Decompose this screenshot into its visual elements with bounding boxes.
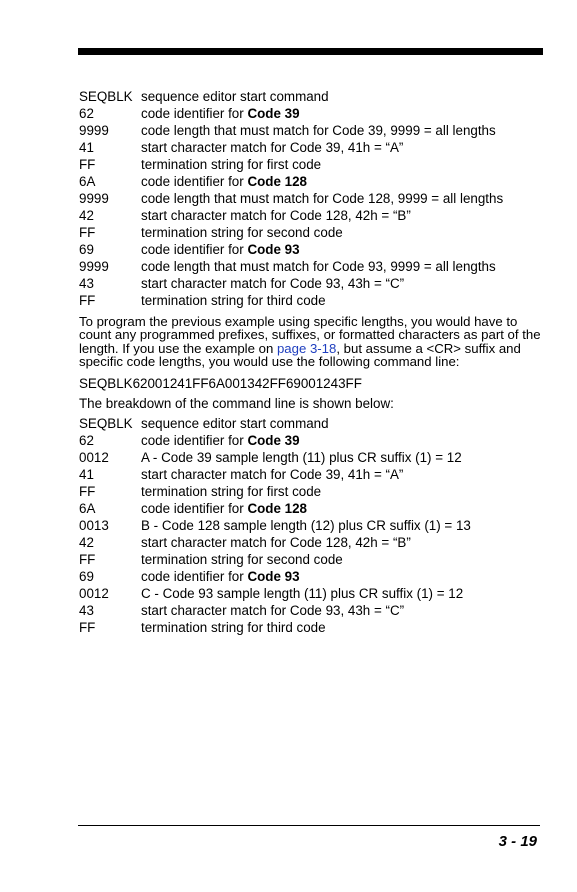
table-row [79, 88, 541, 105]
row-description [141, 517, 471, 534]
row-code: 6A [79, 500, 96, 516]
table-row [79, 224, 541, 241]
row-code: 42 [79, 534, 94, 550]
table-row [79, 173, 541, 190]
sequence-table-1 [79, 88, 541, 309]
row-description [141, 224, 343, 241]
row-description [141, 602, 404, 619]
row-code: 41 [79, 466, 94, 482]
table-row [79, 190, 541, 207]
row-description-text: code identifier for [141, 174, 248, 189]
page-reference-link[interactable]: page 3-18 [276, 340, 337, 356]
row-code: 0013 [79, 517, 109, 533]
row-code: FF [79, 225, 96, 240]
row-description-text: code identifier for [141, 500, 248, 516]
row-code: FF [79, 551, 96, 567]
sequence-table-2 [79, 415, 541, 636]
row-description-text: A - Code 39 sample length (11) plus CR suffix (1) = 12 [141, 449, 462, 465]
row-code: 6A [79, 174, 96, 189]
row-symbology-name: Code 93 [247, 568, 300, 584]
table-row [79, 292, 541, 309]
table-row [79, 241, 541, 258]
row-description [141, 551, 343, 568]
row-description-text: code length that must match for Code 39, 9999 = all lengths [141, 123, 496, 138]
row-description [141, 275, 404, 292]
row-description-text: B - Code 128 sample length (12) plus CR suffix (1) = 13 [141, 517, 471, 533]
table-row [79, 432, 541, 449]
row-description [141, 534, 411, 551]
row-description-text: start character match for Code 39, 41h = “A” [141, 140, 404, 155]
row-description [141, 122, 496, 139]
table-row [79, 551, 541, 568]
table-row [79, 275, 541, 292]
row-description-text: code length that must match for Code 128, 9999 = all lengths [141, 191, 504, 206]
row-code: 0012 [79, 449, 109, 465]
table-row [79, 483, 541, 500]
row-description-text: code length that must match for Code 93, 9999 = all lengths [141, 259, 496, 274]
row-description-text: start character match for Code 93, 43h = “C” [141, 602, 405, 618]
footer-rule [78, 825, 540, 826]
row-description-text: start character match for Code 39, 41h = “A” [141, 466, 404, 482]
row-description [141, 568, 300, 585]
row-code: 9999 [79, 123, 109, 138]
row-code: FF [79, 483, 96, 499]
row-code: 0012 [79, 585, 109, 601]
row-description [141, 241, 300, 258]
row-description [141, 105, 300, 122]
row-symbology-name: Code 39 [247, 106, 300, 121]
row-symbology-name: Code 128 [247, 500, 307, 516]
row-description [141, 500, 307, 517]
row-description-text: sequence editor start command [141, 89, 329, 104]
row-description [141, 415, 329, 432]
row-code: 69 [79, 242, 94, 257]
row-description [141, 292, 326, 309]
row-code: 43 [79, 276, 94, 291]
page-content [79, 88, 541, 636]
table-row [79, 568, 541, 585]
row-description [141, 156, 321, 173]
row-description-text: sequence editor start command [141, 415, 329, 431]
row-code: FF [79, 293, 96, 308]
paragraph-text-before-link: To program the previous example using specific lengths, you would have to count any programmed prefixes, suffixes, or formatted characters as part of the length. If you use the example on [79, 314, 541, 356]
row-description [141, 483, 321, 500]
row-code: FF [79, 619, 96, 635]
row-code: 9999 [79, 259, 109, 274]
instruction-paragraph [79, 315, 541, 369]
row-description [141, 619, 326, 636]
table-row [79, 415, 541, 432]
row-description-text: C - Code 93 sample length (11) plus CR suffix (1) = 12 [141, 585, 464, 601]
table-row [79, 602, 541, 619]
row-code: SEQBLK [79, 89, 133, 104]
row-description-text: code identifier for [141, 106, 248, 121]
table-row [79, 122, 541, 139]
table-row [79, 534, 541, 551]
row-description-text: termination string for third code [141, 619, 326, 635]
row-description-text: termination string for first code [141, 483, 322, 499]
row-code: 62 [79, 432, 94, 448]
table-row [79, 585, 541, 602]
table-row [79, 619, 541, 636]
table-row [79, 207, 541, 224]
command-line-example: SEQBLK62001241FF6A001342FF69001243FF [79, 375, 362, 391]
row-description-text: code identifier for [141, 242, 248, 257]
table-row [79, 258, 541, 275]
row-description [141, 173, 307, 190]
row-description [141, 139, 403, 156]
header-rule [78, 48, 543, 55]
row-code: 69 [79, 568, 94, 584]
row-code: FF [79, 157, 96, 172]
row-description-text: code identifier for [141, 432, 248, 448]
breakdown-intro: The breakdown of the command line is shown below: [79, 395, 394, 411]
row-description [141, 190, 503, 207]
table-row [79, 139, 541, 156]
table-row [79, 449, 541, 466]
table-row [79, 105, 541, 122]
row-symbology-name: Code 128 [247, 174, 307, 189]
row-description [141, 88, 329, 105]
row-description [141, 258, 496, 275]
row-description-text: code identifier for [141, 568, 248, 584]
row-symbology-name: Code 39 [247, 432, 300, 448]
paragraph-text-after-link: , but assume a <CR> suffix and specific code lengths, you would use the following command line: [79, 340, 521, 370]
row-description [141, 585, 463, 602]
row-code: 41 [79, 140, 94, 155]
table-row [79, 156, 541, 173]
row-description-text: termination string for second code [141, 551, 343, 567]
page-number: 3 - 19 [498, 833, 537, 850]
row-description-text: termination string for first code [141, 157, 322, 172]
row-description-text: start character match for Code 93, 43h = “C” [141, 276, 405, 291]
row-description [141, 432, 300, 449]
row-description [141, 449, 462, 466]
row-description [141, 207, 411, 224]
row-code: SEQBLK [79, 415, 133, 431]
row-description-text: start character match for Code 128, 42h = “B” [141, 534, 411, 550]
row-description-text: termination string for third code [141, 293, 326, 308]
row-code: 9999 [79, 191, 109, 206]
row-description [141, 466, 403, 483]
table-row [79, 517, 541, 534]
row-description-text: start character match for Code 128, 42h = “B” [141, 208, 411, 223]
row-symbology-name: Code 93 [247, 242, 300, 257]
row-code: 42 [79, 208, 94, 223]
row-description-text: termination string for second code [141, 225, 343, 240]
table-row [79, 466, 541, 483]
table-row [79, 500, 541, 517]
row-code: 43 [79, 602, 94, 618]
row-code: 62 [79, 106, 94, 121]
